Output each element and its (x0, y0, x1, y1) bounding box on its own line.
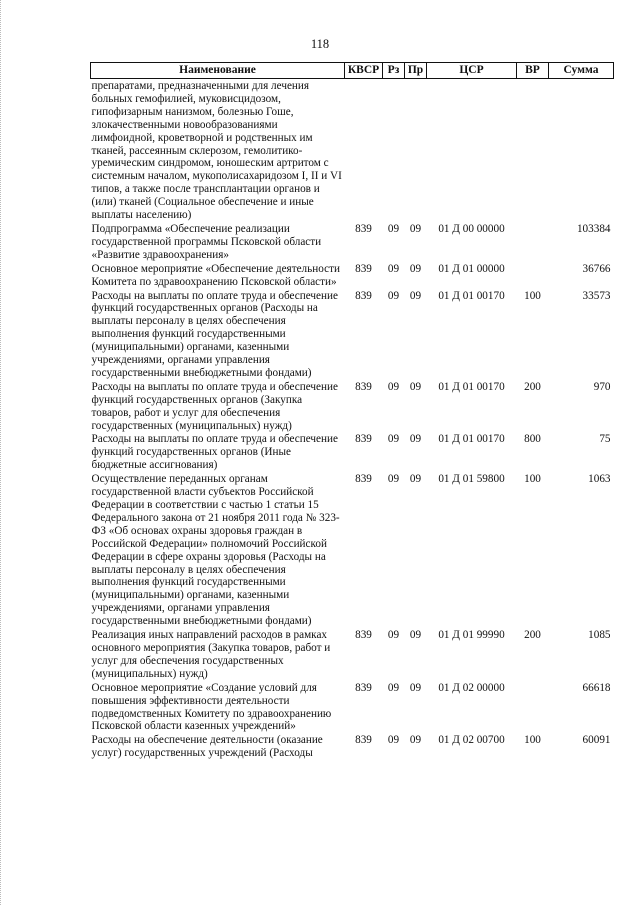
header-sum: Сумма (549, 63, 614, 79)
cell-csr: 01 Д 01 59800 (438, 473, 505, 486)
page-number: 118 (310, 37, 330, 51)
cell-pr: 09 (409, 734, 422, 747)
cell-name: Расходы на выплаты по оплате труда и обеспечение функций государственных органов (Закупка товаров, работ и услуг для обеспечения государственных (муниципальных) нужд) (91, 380, 338, 432)
cell-pr (405, 79, 427, 222)
table-row (91, 432, 614, 472)
cell-csr: 01 Д 02 00700 (438, 734, 505, 747)
cell-name: Расходы на выплаты по оплате труда и обеспечение функций государственных органов (Расходы на выплаты персоналу в целях обеспечения выполнения функций государственными (муниципальными) органами, казенными учреждениями, органами управления государственными внебюджетными фондами) (91, 289, 338, 379)
header-name: Наименование (91, 63, 345, 79)
header-rz: Рз (383, 63, 405, 79)
cell-pr: 09 (409, 380, 422, 393)
table-row (91, 79, 614, 222)
cell-rz: 09 (387, 629, 400, 642)
table-row (91, 262, 614, 289)
cell-kvsr: 839 (355, 734, 372, 747)
cell-name: Осуществление переданных органам государственной власти субъектов Российской Федерации в соответствии с частью 1 статьи 15 Федерального закона от 21 ноября 2011 года № 323-ФЗ «Об основах охраны здоровья граждан в Российской Федерации» полномочий Российской Федерации в сфере охраны здоровья (Расходы на выплаты персоналу в целях обеспечения выполнения функций государственными (муниципальными) органами, казенными учреждениями, органами управления государственными внебюджетными фондами) (91, 473, 340, 628)
cell-sum: 75 (599, 433, 611, 446)
cell-pr: 09 (409, 681, 422, 694)
cell-rz: 09 (387, 222, 400, 235)
cell-vr: 100 (524, 289, 541, 302)
cell-name: Подпрограмма «Обеспечение реализации государственной программы Псковской области «Развитие здравоохранения» (91, 222, 322, 261)
cell-name: Основное мероприятие «Обеспечение деятельности Комитета по здравоохранению Псковской области» (91, 262, 340, 288)
cell-csr: 01 Д 01 99990 (438, 629, 505, 642)
table-row (91, 733, 614, 760)
cell-sum: 33573 (582, 289, 611, 302)
cell-vr (517, 79, 549, 222)
cell-kvsr: 839 (355, 629, 372, 642)
cell-rz: 09 (387, 681, 400, 694)
cell-pr: 09 (409, 262, 422, 275)
cell-rz: 09 (387, 734, 400, 747)
table-row (91, 472, 614, 628)
cell-pr: 09 (409, 629, 422, 642)
cell-vr: 800 (524, 433, 541, 446)
cell-kvsr: 839 (355, 380, 372, 393)
table-row (91, 289, 614, 380)
cell-vr: 200 (524, 380, 541, 393)
cell-pr: 09 (409, 433, 422, 446)
table-body (91, 79, 614, 761)
scan-edge (0, 0, 4, 905)
cell-csr: 01 Д 02 00000 (438, 681, 505, 694)
table-row (91, 222, 614, 262)
cell-kvsr (345, 79, 383, 222)
cell-sum: 36766 (582, 262, 611, 275)
cell-sum: 1085 (588, 629, 611, 642)
cell-sum (549, 79, 614, 222)
cell-name: Реализация иных направлений расходов в рамках основного мероприятия (Закупка товаров, работ и услуг для обеспечения государственных (муниципальных) нужд) (91, 629, 331, 680)
cell-sum: 60091 (582, 734, 611, 747)
cell-kvsr: 839 (355, 262, 372, 275)
cell-rz: 09 (387, 289, 400, 302)
header-pr: Пр (405, 63, 427, 79)
cell-pr: 09 (409, 222, 422, 235)
cell-kvsr: 839 (355, 681, 372, 694)
table-row (91, 681, 614, 734)
cell-vr: 200 (524, 629, 541, 642)
cell-kvsr: 839 (355, 289, 372, 302)
header-vr: ВР (517, 63, 549, 79)
cell-rz: 09 (387, 433, 400, 446)
cell-pr: 09 (409, 289, 422, 302)
cell-name: Расходы на выплаты по оплате труда и обеспечение функций государственных органов (Иные бюджетные ассигнования) (91, 433, 338, 472)
cell-csr: 01 Д 01 00170 (438, 433, 505, 446)
cell-rz: 09 (387, 473, 400, 486)
cell-csr: 01 Д 01 00000 (438, 262, 505, 275)
cell-sum: 1063 (588, 473, 611, 486)
table-row (91, 628, 614, 681)
cell-csr: 01 Д 01 00170 (438, 289, 505, 302)
cell-csr: 01 Д 00 00000 (438, 222, 505, 235)
header-csr: ЦСР (427, 63, 517, 79)
cell-csr: 01 Д 01 00170 (438, 380, 505, 393)
cell-kvsr: 839 (355, 473, 372, 486)
cell-vr (517, 222, 549, 262)
cell-rz: 09 (387, 262, 400, 275)
table-header-row (91, 63, 614, 79)
cell-vr (517, 262, 549, 289)
cell-kvsr: 839 (355, 433, 372, 446)
cell-csr (427, 79, 517, 222)
cell-vr (517, 681, 549, 734)
cell-sum: 103384 (576, 222, 611, 235)
cell-kvsr: 839 (355, 222, 372, 235)
cell-pr: 09 (409, 473, 422, 486)
cell-sum: 970 (593, 380, 611, 393)
cell-name: Расходы на обеспечение деятельности (оказание услуг) государственных учреждений (Расходы (91, 734, 323, 760)
cell-name: Основное мероприятие «Создание условий для повышения эффективности деятельности подведомственных Комитету по здравоохранению Псковской области казенных учреждений» (91, 681, 332, 733)
cell-vr: 100 (524, 734, 541, 747)
table-row (91, 380, 614, 433)
header-kvsr: КВСР (345, 63, 383, 79)
budget-table (90, 62, 614, 760)
cell-name: препаратами, предназначенными для лечения больных гемофилией, муковисцидозом, гипофизарным нанизмом, болезнью Гоше, злокачественными новообразованиями лимфоидной, кроветворной и родственных им тканей, рассеянным склерозом, гемолитико-уремическим синдромом, юношеским артритом с системным началом, мукополисахаридозом I, II и VI типов, а также после трансплантации органов и (или) тканей (Социальное обеспечение и иные выплаты населению) (91, 80, 342, 222)
cell-rz (383, 79, 405, 222)
cell-rz: 09 (387, 380, 400, 393)
cell-vr: 100 (524, 473, 541, 486)
cell-sum: 66618 (582, 681, 611, 694)
